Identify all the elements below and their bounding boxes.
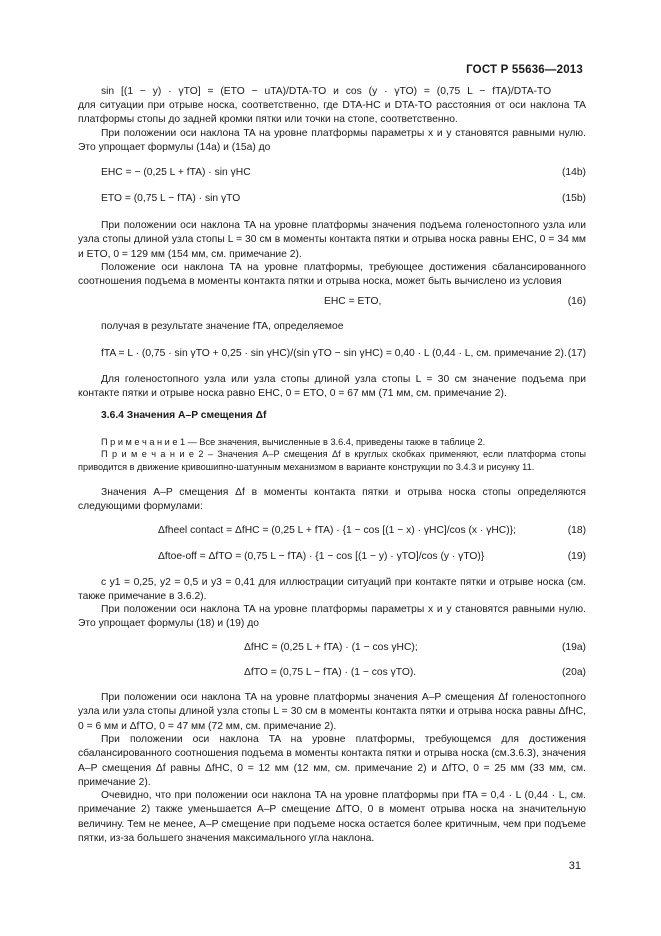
paragraph-8: При положении оси наклона TA на уровне платформы параметры x и y становятся равными нулю. Это упрощает формулы (18) и (19) до (78, 604, 586, 630)
paragraph-1: При положении оси наклона TA на уровне платформы параметры x и y становятся равными нулю. Это упрощает формулы (14a) и (15a) до (78, 128, 586, 154)
paragraph-4: получая в результате значение fTA, определяемое (101, 321, 344, 332)
paragraph-11: Очевидно, что при положении оси наклона TA на уровне платформы при fTA = 0,4 · L (0,44 · L, см. примечание 2) также уменьшается A–P смещение ΔfTO, 0 в момент отрыва носка на значительную величину. Тем не менее, A–P смещение при подъеме носка остается более критичным, чем при подъеме пятки, из-за большего значения максимального угла наклона. (78, 790, 586, 844)
paragraph-10: При положении оси наклона TA на уровне платформы, требующемся для достижения сбалансированного соотношения подъема в моменты контакта пятки и отрыва носка (см.3.6.3), значения A–P смещения Δf равны ΔfHC, 0 = 12 мм (12 мм, см. примечание 2) и ΔfTO, 0 = 25 мм (33 мм, см. примечание 2). (78, 734, 586, 788)
paragraph-2: При положении оси наклона TA на уровне платформы значения подъема голеностопного узла или узла стопы длиной узла стопы L = 30 см в моменты контакта пятки и отрыва носка равны EHC, 0 = 34 мм и ETO, 0 = 129 мм (154 мм, см. примечание 2). (78, 220, 586, 260)
equation-18: Δfheel contact = ΔfHC = (0,25 L + fTA) · {1 − cos [(1 − x) · γHC]/cos (x · γHC)}; (158, 525, 516, 536)
equation-number-20a: (20a) (561, 667, 586, 678)
equation-number-19a: (19a) (561, 642, 586, 653)
paragraph-6: Значения A–P смещения Δf в моменты контакта пятки и отрыва носка стопы определяются следующими формулами: (78, 487, 586, 513)
equation-19: Δftoe-off = ΔfTO = (0,75 L − fTA) · {1 − cos [(1 − y) · γTO]/cos (y · γTO)} (158, 551, 485, 562)
equation-number-19: (19) (567, 551, 586, 562)
note-1: П р и м е ч а н и е 1 — Все значения, вычисленные в 3.6.4, приведены также в таблице 2. (101, 437, 486, 447)
equation-number-15b: (15b) (561, 193, 586, 204)
paragraph-3: Положение оси наклона TA на уровне платформы, требующее достижения сбалансированного соотношения подъема в моменты контакта пятки и отрыва носка, может быть вычислено из условия (78, 262, 586, 288)
equation-14b: EHC = − (0,25 L + fTA) · sin γHC (101, 167, 251, 178)
equation-number-18: (18) (567, 525, 586, 536)
equation-15b: ETO = (0,75 L − fTA) · sin γTO (101, 193, 241, 204)
equation-20a: ΔfTO = (0,75 L − fTA) · (1 − cos γTO). (244, 667, 417, 678)
equation-number-16: (16) (567, 296, 586, 307)
intro-text: для ситуации при отрыве носка, соответственно, где DTA-HC и DTA-TO расстояния от оси наклона TA платформы стопы до задней кромки пятки или точки на стопе, соответственно. (78, 100, 586, 126)
equation-17: fTA = L · (0,75 · sin γTO + 0,25 · sin γHC)/(sin γTO − sin γHC) = 0,40 · L (0,44 · L, см. примечание 2). (101, 348, 567, 359)
page-number: 31 (568, 860, 581, 872)
paragraph-9: При положении оси наклона TA на уровне платформы значения A–P смещения Δf голеностопного узла или узла стопы длиной узла стопы L = 30 см в моменты контакта пятки и отрыва носка равны ΔfHC, 0 = 6 мм и ΔfTO, 0 = 47 мм (72 мм, см. примечание 2). (78, 692, 586, 732)
equation-number-14b: (14b) (561, 167, 586, 178)
intro-formula: sin [(1 − y) · γTO] = (ETO − uTA)/DTA-TO и cos (y · γTO) = (0,75 L − fTA)/DTA-TO (101, 86, 552, 97)
equation-19a: ΔfHC = (0,25 L + fTA) · (1 − cos γHC); (244, 642, 418, 653)
note-2: П р и м е ч а н и е 2 – Значения A–P смещения Δf в круглых скобках применяют, если платформа стопы приводится в движение кривошипно-шатунным механизмом в варианте конструкции по 3.4.3 и рисунку 11. (78, 449, 586, 472)
paragraph-5: Для голеностопного узла или узла стопы длиной узла стопы L = 30 см значение подъема при контакте пятки и отрыве носка равно EHC, 0 = ETO, 0 = 67 мм (71 мм, см. примечание 2). (78, 374, 586, 400)
paragraph-7: с y1 = 0,25, y2 = 0,5 и y3 = 0,41 для иллюстрации ситуаций при контакте пятки и отрыве носка (см. также примечание в 3.6.2). (78, 577, 586, 603)
document-header: ГОСТ Р 55636—2013 (466, 64, 583, 76)
equation-16: EHC = ETO, (324, 296, 382, 307)
equation-number-17: (17) (567, 348, 586, 359)
section-title: 3.6.4 Значения A–P смещения Δf (101, 410, 267, 421)
